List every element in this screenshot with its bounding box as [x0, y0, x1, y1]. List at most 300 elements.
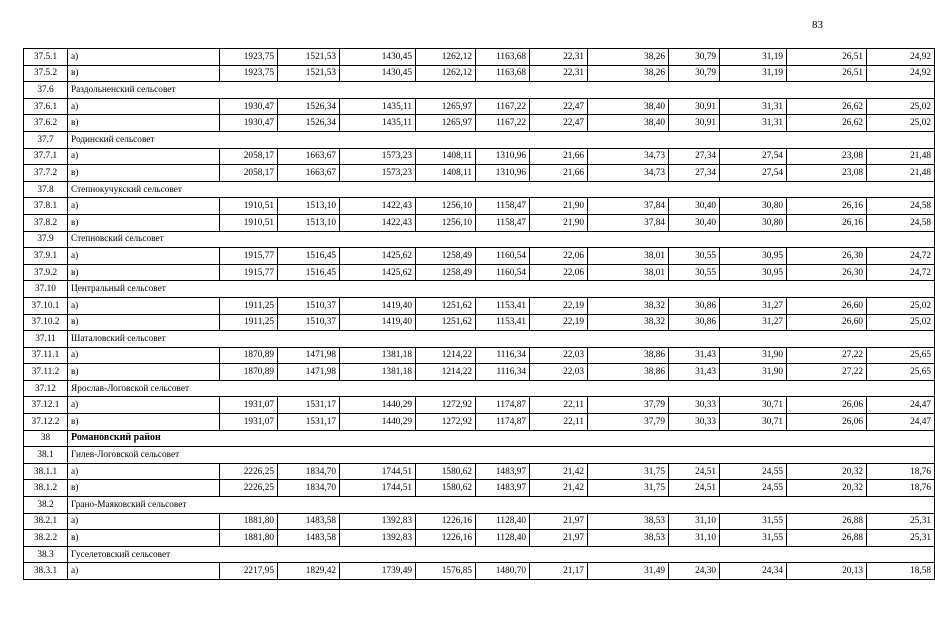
value-cell: 1663,67 — [278, 165, 340, 182]
value-cell: 38,53 — [588, 513, 669, 530]
value-cell: 1931,07 — [220, 414, 278, 431]
row-code: 38.2.2 — [24, 530, 68, 547]
value-cell: 22,11 — [530, 397, 588, 414]
value-cell: 26,30 — [787, 264, 867, 281]
row-code: 37.12.1 — [24, 397, 68, 414]
value-cell: 31,10 — [669, 513, 720, 530]
value-cell: 30,55 — [669, 248, 720, 265]
value-cell: 1214,22 — [416, 347, 476, 364]
value-cell: 1930,47 — [220, 115, 278, 132]
value-cell: 18,76 — [867, 463, 935, 480]
value-cell: 27,34 — [669, 165, 720, 182]
value-cell: 30,79 — [669, 65, 720, 82]
value-cell: 24,34 — [720, 563, 787, 580]
value-cell: 27,22 — [787, 347, 867, 364]
value-cell: 1262,12 — [416, 65, 476, 82]
value-cell: 1256,10 — [416, 198, 476, 215]
value-cell: 1262,12 — [416, 49, 476, 66]
value-cell: 1153,41 — [476, 314, 530, 331]
value-cell: 27,22 — [787, 364, 867, 381]
section-title: Шаталовский сельсовет — [68, 331, 935, 348]
row-code: 37.5.1 — [24, 49, 68, 66]
value-cell: 31,75 — [588, 463, 669, 480]
table-row — [24, 513, 935, 530]
value-cell: 1930,47 — [220, 98, 278, 115]
value-cell: 22,19 — [530, 314, 588, 331]
value-cell: 31,49 — [588, 563, 669, 580]
row-code: 38 — [24, 430, 68, 447]
value-cell: 21,66 — [530, 165, 588, 182]
section-header-row — [24, 181, 935, 198]
value-cell: 31,55 — [720, 530, 787, 547]
value-cell: 1310,96 — [476, 165, 530, 182]
value-cell: 25,31 — [867, 530, 935, 547]
value-cell: 1435,11 — [340, 98, 416, 115]
value-cell: 18,76 — [867, 480, 935, 497]
value-cell: 1480,70 — [476, 563, 530, 580]
value-cell: 21,90 — [530, 198, 588, 215]
value-cell: 1430,45 — [340, 65, 416, 82]
value-cell: 22,03 — [530, 347, 588, 364]
table-row — [24, 463, 935, 480]
value-cell: 1931,07 — [220, 397, 278, 414]
value-cell: 1663,67 — [278, 148, 340, 165]
section-title: Гуселетовский сельсовет — [68, 546, 935, 563]
value-cell: 1272,92 — [416, 414, 476, 431]
value-cell: 1258,49 — [416, 248, 476, 265]
table-row — [24, 314, 935, 331]
value-cell: 38,53 — [588, 530, 669, 547]
row-code: 38.1 — [24, 447, 68, 464]
value-cell: 2058,17 — [220, 165, 278, 182]
value-cell: 37,79 — [588, 414, 669, 431]
section-header-row — [24, 231, 935, 248]
value-cell: 22,31 — [530, 49, 588, 66]
value-cell: 25,02 — [867, 98, 935, 115]
value-cell: 22,47 — [530, 98, 588, 115]
value-cell: 30,91 — [669, 98, 720, 115]
value-cell: 37,84 — [588, 198, 669, 215]
row-code: 37.11 — [24, 331, 68, 348]
row-variant-label: а) — [68, 248, 220, 265]
value-cell: 24,92 — [867, 49, 935, 66]
value-cell: 1531,17 — [278, 414, 340, 431]
value-cell: 1116,34 — [476, 364, 530, 381]
value-cell: 2226,25 — [220, 480, 278, 497]
section-title: Степновский сельсовет — [68, 231, 935, 248]
value-cell: 1128,40 — [476, 513, 530, 530]
value-cell: 1251,62 — [416, 314, 476, 331]
section-title: Центральный сельсовет — [68, 281, 935, 298]
row-variant-label: а) — [68, 98, 220, 115]
row-code: 38.3.1 — [24, 563, 68, 580]
table-row — [24, 148, 935, 165]
value-cell: 1471,98 — [278, 347, 340, 364]
value-cell: 1440,29 — [340, 414, 416, 431]
value-cell: 1153,41 — [476, 297, 530, 314]
value-cell: 31,43 — [669, 364, 720, 381]
value-cell: 25,31 — [867, 513, 935, 530]
value-cell: 1510,37 — [278, 297, 340, 314]
value-cell: 1870,89 — [220, 364, 278, 381]
value-cell: 1265,97 — [416, 115, 476, 132]
value-cell: 1915,77 — [220, 264, 278, 281]
value-cell: 1430,45 — [340, 49, 416, 66]
table-row — [24, 49, 935, 66]
value-cell: 1580,62 — [416, 480, 476, 497]
value-cell: 1516,45 — [278, 248, 340, 265]
value-cell: 1265,97 — [416, 98, 476, 115]
value-cell: 26,62 — [787, 98, 867, 115]
value-cell: 37,84 — [588, 214, 669, 231]
value-cell: 27,34 — [669, 148, 720, 165]
value-cell: 26,06 — [787, 414, 867, 431]
value-cell: 30,71 — [720, 414, 787, 431]
row-code: 38.2.1 — [24, 513, 68, 530]
value-cell: 21,48 — [867, 148, 935, 165]
row-code: 38.2 — [24, 497, 68, 514]
value-cell: 38,26 — [588, 65, 669, 82]
value-cell: 24,55 — [720, 480, 787, 497]
value-cell: 20,32 — [787, 463, 867, 480]
value-cell: 1392,83 — [340, 530, 416, 547]
value-cell: 25,02 — [867, 115, 935, 132]
section-header-row — [24, 546, 935, 563]
section-header-row — [24, 131, 935, 148]
value-cell: 21,42 — [530, 480, 588, 497]
section-header-row — [24, 331, 935, 348]
value-cell: 38,32 — [588, 297, 669, 314]
value-cell: 1471,98 — [278, 364, 340, 381]
value-cell: 24,58 — [867, 198, 935, 215]
value-cell: 34,73 — [588, 165, 669, 182]
value-cell: 1915,77 — [220, 248, 278, 265]
value-cell: 21,97 — [530, 530, 588, 547]
section-header-row — [24, 82, 935, 99]
value-cell: 30,33 — [669, 397, 720, 414]
value-cell: 2058,17 — [220, 148, 278, 165]
value-cell: 38,32 — [588, 314, 669, 331]
row-code: 37.6.2 — [24, 115, 68, 132]
value-cell: 30,40 — [669, 214, 720, 231]
value-cell: 22,47 — [530, 115, 588, 132]
value-cell: 21,66 — [530, 148, 588, 165]
value-cell: 1256,10 — [416, 214, 476, 231]
value-cell: 26,30 — [787, 248, 867, 265]
row-code: 37.10.1 — [24, 297, 68, 314]
district-title: Романовский район — [68, 430, 935, 447]
value-cell: 26,51 — [787, 49, 867, 66]
section-title: Степнокучукский сельсовет — [68, 181, 935, 198]
value-cell: 22,06 — [530, 264, 588, 281]
value-cell: 24,47 — [867, 397, 935, 414]
value-cell: 38,01 — [588, 248, 669, 265]
value-cell: 31,43 — [669, 347, 720, 364]
value-cell: 1435,11 — [340, 115, 416, 132]
row-code: 37.8 — [24, 181, 68, 198]
value-cell: 2226,25 — [220, 463, 278, 480]
value-cell: 22,31 — [530, 65, 588, 82]
row-variant-label: в) — [68, 530, 220, 547]
value-cell: 1576,85 — [416, 563, 476, 580]
value-cell: 1226,16 — [416, 513, 476, 530]
value-cell: 1419,40 — [340, 314, 416, 331]
value-cell: 1744,51 — [340, 480, 416, 497]
value-cell: 25,02 — [867, 297, 935, 314]
value-cell: 26,06 — [787, 397, 867, 414]
value-cell: 26,16 — [787, 214, 867, 231]
value-cell: 38,40 — [588, 98, 669, 115]
row-code: 37.11.1 — [24, 347, 68, 364]
value-cell: 30,86 — [669, 314, 720, 331]
value-cell: 1483,58 — [278, 513, 340, 530]
value-cell: 1422,43 — [340, 214, 416, 231]
section-title: Гилев-Логовской сельсовет — [68, 447, 935, 464]
value-cell: 25,65 — [867, 347, 935, 364]
value-cell: 26,51 — [787, 65, 867, 82]
value-cell: 1163,68 — [476, 49, 530, 66]
value-cell: 31,10 — [669, 530, 720, 547]
value-cell: 24,92 — [867, 65, 935, 82]
row-code: 37.11.2 — [24, 364, 68, 381]
table-row — [24, 530, 935, 547]
value-cell: 1381,18 — [340, 364, 416, 381]
row-variant-label: а) — [68, 297, 220, 314]
value-cell: 1483,97 — [476, 480, 530, 497]
value-cell: 1419,40 — [340, 297, 416, 314]
value-cell: 24,72 — [867, 248, 935, 265]
value-cell: 1163,68 — [476, 65, 530, 82]
row-variant-label: а) — [68, 463, 220, 480]
value-cell: 1580,62 — [416, 463, 476, 480]
value-cell: 1881,80 — [220, 513, 278, 530]
row-code: 38.3 — [24, 546, 68, 563]
table-row — [24, 480, 935, 497]
value-cell: 30,80 — [720, 214, 787, 231]
value-cell: 1744,51 — [340, 463, 416, 480]
value-cell: 38,86 — [588, 364, 669, 381]
section-title: Грано-Маяковский сельсовет — [68, 497, 935, 514]
table-row — [24, 198, 935, 215]
value-cell: 24,30 — [669, 563, 720, 580]
value-cell: 1160,54 — [476, 248, 530, 265]
value-cell: 1483,58 — [278, 530, 340, 547]
value-cell: 1440,29 — [340, 397, 416, 414]
value-cell: 21,17 — [530, 563, 588, 580]
table-row — [24, 364, 935, 381]
row-code: 37.9.1 — [24, 248, 68, 265]
value-cell: 31,27 — [720, 314, 787, 331]
value-cell: 1910,51 — [220, 198, 278, 215]
value-cell: 1510,37 — [278, 314, 340, 331]
row-variant-label: а) — [68, 397, 220, 414]
value-cell: 26,88 — [787, 530, 867, 547]
row-code: 37.7.2 — [24, 165, 68, 182]
value-cell: 1521,53 — [278, 65, 340, 82]
row-code: 37.10 — [24, 281, 68, 298]
row-variant-label: в) — [68, 364, 220, 381]
value-cell: 21,42 — [530, 463, 588, 480]
value-cell: 1116,34 — [476, 347, 530, 364]
value-cell: 38,26 — [588, 49, 669, 66]
row-code: 37.8.1 — [24, 198, 68, 215]
row-variant-label: а) — [68, 148, 220, 165]
section-header-row — [24, 281, 935, 298]
value-cell: 30,71 — [720, 397, 787, 414]
value-cell: 1408,11 — [416, 165, 476, 182]
value-cell: 27,54 — [720, 165, 787, 182]
value-cell: 31,19 — [720, 49, 787, 66]
value-cell: 24,47 — [867, 414, 935, 431]
value-cell: 30,79 — [669, 49, 720, 66]
row-code: 38.1.1 — [24, 463, 68, 480]
value-cell: 26,60 — [787, 297, 867, 314]
value-cell: 1158,47 — [476, 214, 530, 231]
value-cell: 1422,43 — [340, 198, 416, 215]
value-cell: 1573,23 — [340, 165, 416, 182]
value-cell: 22,03 — [530, 364, 588, 381]
value-cell: 1911,25 — [220, 314, 278, 331]
value-cell: 24,51 — [669, 463, 720, 480]
value-cell: 21,90 — [530, 214, 588, 231]
value-cell: 30,33 — [669, 414, 720, 431]
value-cell: 1513,10 — [278, 198, 340, 215]
value-cell: 31,31 — [720, 98, 787, 115]
value-cell: 1526,34 — [278, 115, 340, 132]
value-cell: 34,73 — [588, 148, 669, 165]
table-row — [24, 347, 935, 364]
value-cell: 31,27 — [720, 297, 787, 314]
value-cell: 38,01 — [588, 264, 669, 281]
table-row — [24, 397, 935, 414]
table-row — [24, 165, 935, 182]
value-cell: 37,79 — [588, 397, 669, 414]
value-cell: 20,13 — [787, 563, 867, 580]
value-cell: 1425,62 — [340, 248, 416, 265]
row-code: 37.7.1 — [24, 148, 68, 165]
value-cell: 24,72 — [867, 264, 935, 281]
value-cell: 1483,97 — [476, 463, 530, 480]
value-cell: 1408,11 — [416, 148, 476, 165]
value-cell: 26,16 — [787, 198, 867, 215]
value-cell: 1167,22 — [476, 115, 530, 132]
value-cell: 1425,62 — [340, 264, 416, 281]
value-cell: 1911,25 — [220, 297, 278, 314]
value-cell: 30,95 — [720, 264, 787, 281]
district-header-row — [24, 430, 935, 447]
row-variant-label: в) — [68, 65, 220, 82]
row-variant-label: а) — [68, 563, 220, 580]
value-cell: 22,19 — [530, 297, 588, 314]
row-code: 38.1.2 — [24, 480, 68, 497]
table-body — [24, 49, 935, 580]
value-cell: 1910,51 — [220, 214, 278, 231]
value-cell: 24,55 — [720, 463, 787, 480]
section-header-row — [24, 380, 935, 397]
section-title: Ярослав-Логовской сельсовет — [68, 380, 935, 397]
table-row — [24, 563, 935, 580]
value-cell: 21,48 — [867, 165, 935, 182]
table-row — [24, 115, 935, 132]
row-code: 37.9 — [24, 231, 68, 248]
row-variant-label: в) — [68, 480, 220, 497]
value-cell: 30,91 — [669, 115, 720, 132]
value-cell: 1829,42 — [278, 563, 340, 580]
value-cell: 1881,80 — [220, 530, 278, 547]
value-cell: 1251,62 — [416, 297, 476, 314]
row-variant-label: в) — [68, 115, 220, 132]
table-row — [24, 264, 935, 281]
value-cell: 30,40 — [669, 198, 720, 215]
value-cell: 30,55 — [669, 264, 720, 281]
value-cell: 1128,40 — [476, 530, 530, 547]
row-code: 37.5.2 — [24, 65, 68, 82]
value-cell: 25,65 — [867, 364, 935, 381]
row-code: 37.12 — [24, 380, 68, 397]
value-cell: 30,80 — [720, 198, 787, 215]
value-cell: 20,32 — [787, 480, 867, 497]
row-variant-label: а) — [68, 198, 220, 215]
table-row — [24, 98, 935, 115]
value-cell: 23,08 — [787, 148, 867, 165]
row-variant-label: в) — [68, 314, 220, 331]
value-cell: 21,97 — [530, 513, 588, 530]
section-header-row — [24, 447, 935, 464]
value-cell: 31,90 — [720, 347, 787, 364]
table-row — [24, 248, 935, 265]
table-row — [24, 214, 935, 231]
value-cell: 1310,96 — [476, 148, 530, 165]
table-row — [24, 65, 935, 82]
row-code: 37.9.2 — [24, 264, 68, 281]
value-cell: 26,62 — [787, 115, 867, 132]
value-cell: 24,58 — [867, 214, 935, 231]
row-code: 37.10.2 — [24, 314, 68, 331]
row-variant-label: а) — [68, 513, 220, 530]
value-cell: 1739,49 — [340, 563, 416, 580]
value-cell: 1392,83 — [340, 513, 416, 530]
value-cell: 23,08 — [787, 165, 867, 182]
value-cell: 1174,87 — [476, 414, 530, 431]
row-code: 37.6 — [24, 82, 68, 99]
row-variant-label: в) — [68, 165, 220, 182]
value-cell: 1158,47 — [476, 198, 530, 215]
value-cell: 1573,23 — [340, 148, 416, 165]
value-cell: 30,95 — [720, 248, 787, 265]
row-code: 37.7 — [24, 131, 68, 148]
row-variant-label: а) — [68, 347, 220, 364]
value-cell: 1923,75 — [220, 49, 278, 66]
table-row — [24, 297, 935, 314]
value-cell: 1923,75 — [220, 65, 278, 82]
value-cell: 1531,17 — [278, 397, 340, 414]
section-header-row — [24, 497, 935, 514]
value-cell: 1521,53 — [278, 49, 340, 66]
value-cell: 38,40 — [588, 115, 669, 132]
tariff-table — [23, 48, 935, 580]
value-cell: 25,02 — [867, 314, 935, 331]
value-cell: 1174,87 — [476, 397, 530, 414]
value-cell: 38,86 — [588, 347, 669, 364]
value-cell: 1167,22 — [476, 98, 530, 115]
value-cell: 1214,22 — [416, 364, 476, 381]
value-cell: 1272,92 — [416, 397, 476, 414]
row-variant-label: в) — [68, 264, 220, 281]
row-variant-label: в) — [68, 414, 220, 431]
value-cell: 18,58 — [867, 563, 935, 580]
value-cell: 2217,95 — [220, 563, 278, 580]
value-cell: 26,60 — [787, 314, 867, 331]
